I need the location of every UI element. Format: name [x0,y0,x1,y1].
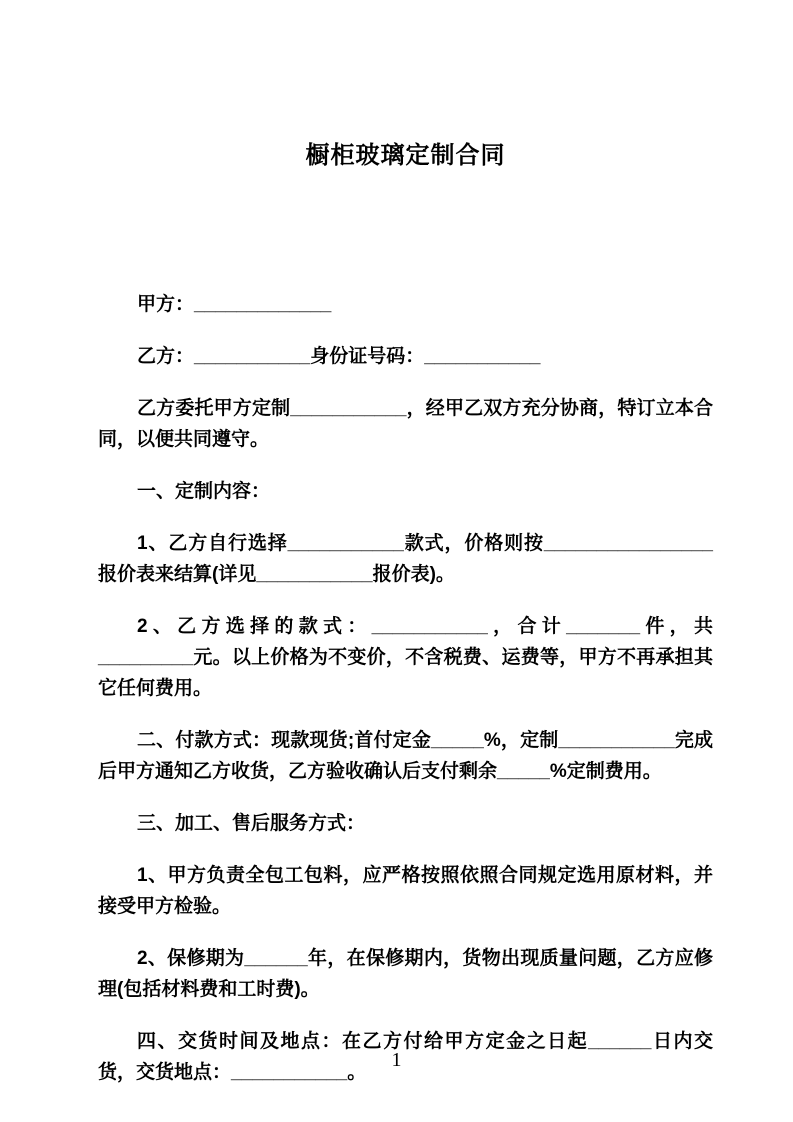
section-4-paragraph: 四、交货时间及地点：在乙方付给甲方定金之日起______日内交货，交货地点：___________。 [98,1031,713,1083]
section-1-item-2: 2、乙方选择的款式：___________，合计_______件，共_________元。以上价格为不变价，不含税费、运费等，甲方不再承担其它任何费用。 [98,616,713,699]
section-3-item-1: 1、甲方负责全包工包料，应严格按照依照合同规定选用原材料，并接受甲方检验。 [98,865,713,917]
section-1-item-1: 1、乙方自行选择___________款式，价格则按________________报价表来结算(详见___________报价表)。 [98,533,713,585]
page-number: 1 [391,1049,402,1071]
section-2-paragraph: 二、付款方式：现款现货;首付定金_____%，定制___________完成后甲方通知乙方收货，乙方验收确认后支付剩余_____%定制费用。 [98,730,713,782]
section-3-heading: 三、加工、售后服务方式： [137,813,366,834]
section-3-item-2: 2、保修期为______年，在保修期内，货物出现质量问题，乙方应修理(包括材料费和工时费)。 [98,948,713,1000]
section-1-heading: 一、定制内容： [137,481,271,502]
document-title: 橱柜玻璃定制合同 [305,142,506,169]
party-a-line: 甲方：_____________ [137,294,332,315]
intro-paragraph: 乙方委托甲方定制___________，经甲乙双方充分协商，特订立本合同，以便共同遵守。 [98,398,713,450]
party-b-line: 乙方：___________身份证号码：___________ [137,346,541,367]
